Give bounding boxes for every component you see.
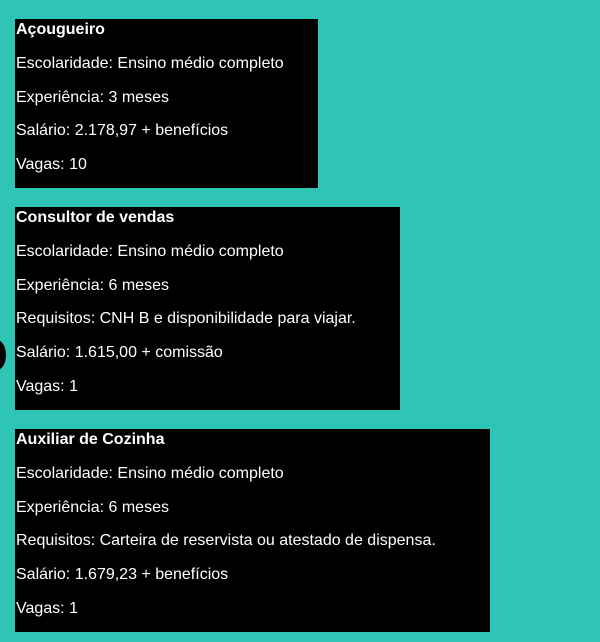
partial-circle-icon: [0, 340, 6, 370]
job-listing-consultor-de-vendas: [15, 207, 400, 410]
job-requisitos: Requisitos: Carteira de reservista ou atestado de dispensa.: [16, 532, 436, 550]
job-escolaridade: Escolaridade: Ensino médio completo: [16, 464, 284, 482]
job-title: Auxiliar de Cozinha: [16, 431, 165, 448]
job-title: Açougueiro: [16, 21, 105, 38]
job-listing-acougueiro: [15, 19, 318, 188]
job-escolaridade: Escolaridade: Ensino médio completo: [16, 54, 284, 72]
job-experiencia: Experiência: 6 meses: [16, 498, 169, 516]
job-salario: Salário: 1.679,23 + benefícios: [16, 566, 229, 584]
job-vagas: Vagas: 10: [16, 156, 87, 174]
job-listing-auxiliar-de-cozinha: [15, 429, 490, 632]
job-title: Consultor de vendas: [16, 209, 175, 226]
job-vagas: Vagas: 1: [16, 377, 78, 395]
job-salario: Salário: 1.615,00 + comissão: [16, 344, 223, 362]
job-escolaridade: Escolaridade: Ensino médio completo: [16, 242, 284, 260]
job-experiencia: Experiência: 6 meses: [16, 276, 169, 294]
job-vagas: Vagas: 1: [16, 599, 78, 617]
job-requisitos: Requisitos: CNH B e disponibilidade para viajar.: [16, 310, 356, 328]
job-salario: Salário: 2.178,97 + benefícios: [16, 122, 229, 140]
job-experiencia: Experiência: 3 meses: [16, 88, 169, 106]
